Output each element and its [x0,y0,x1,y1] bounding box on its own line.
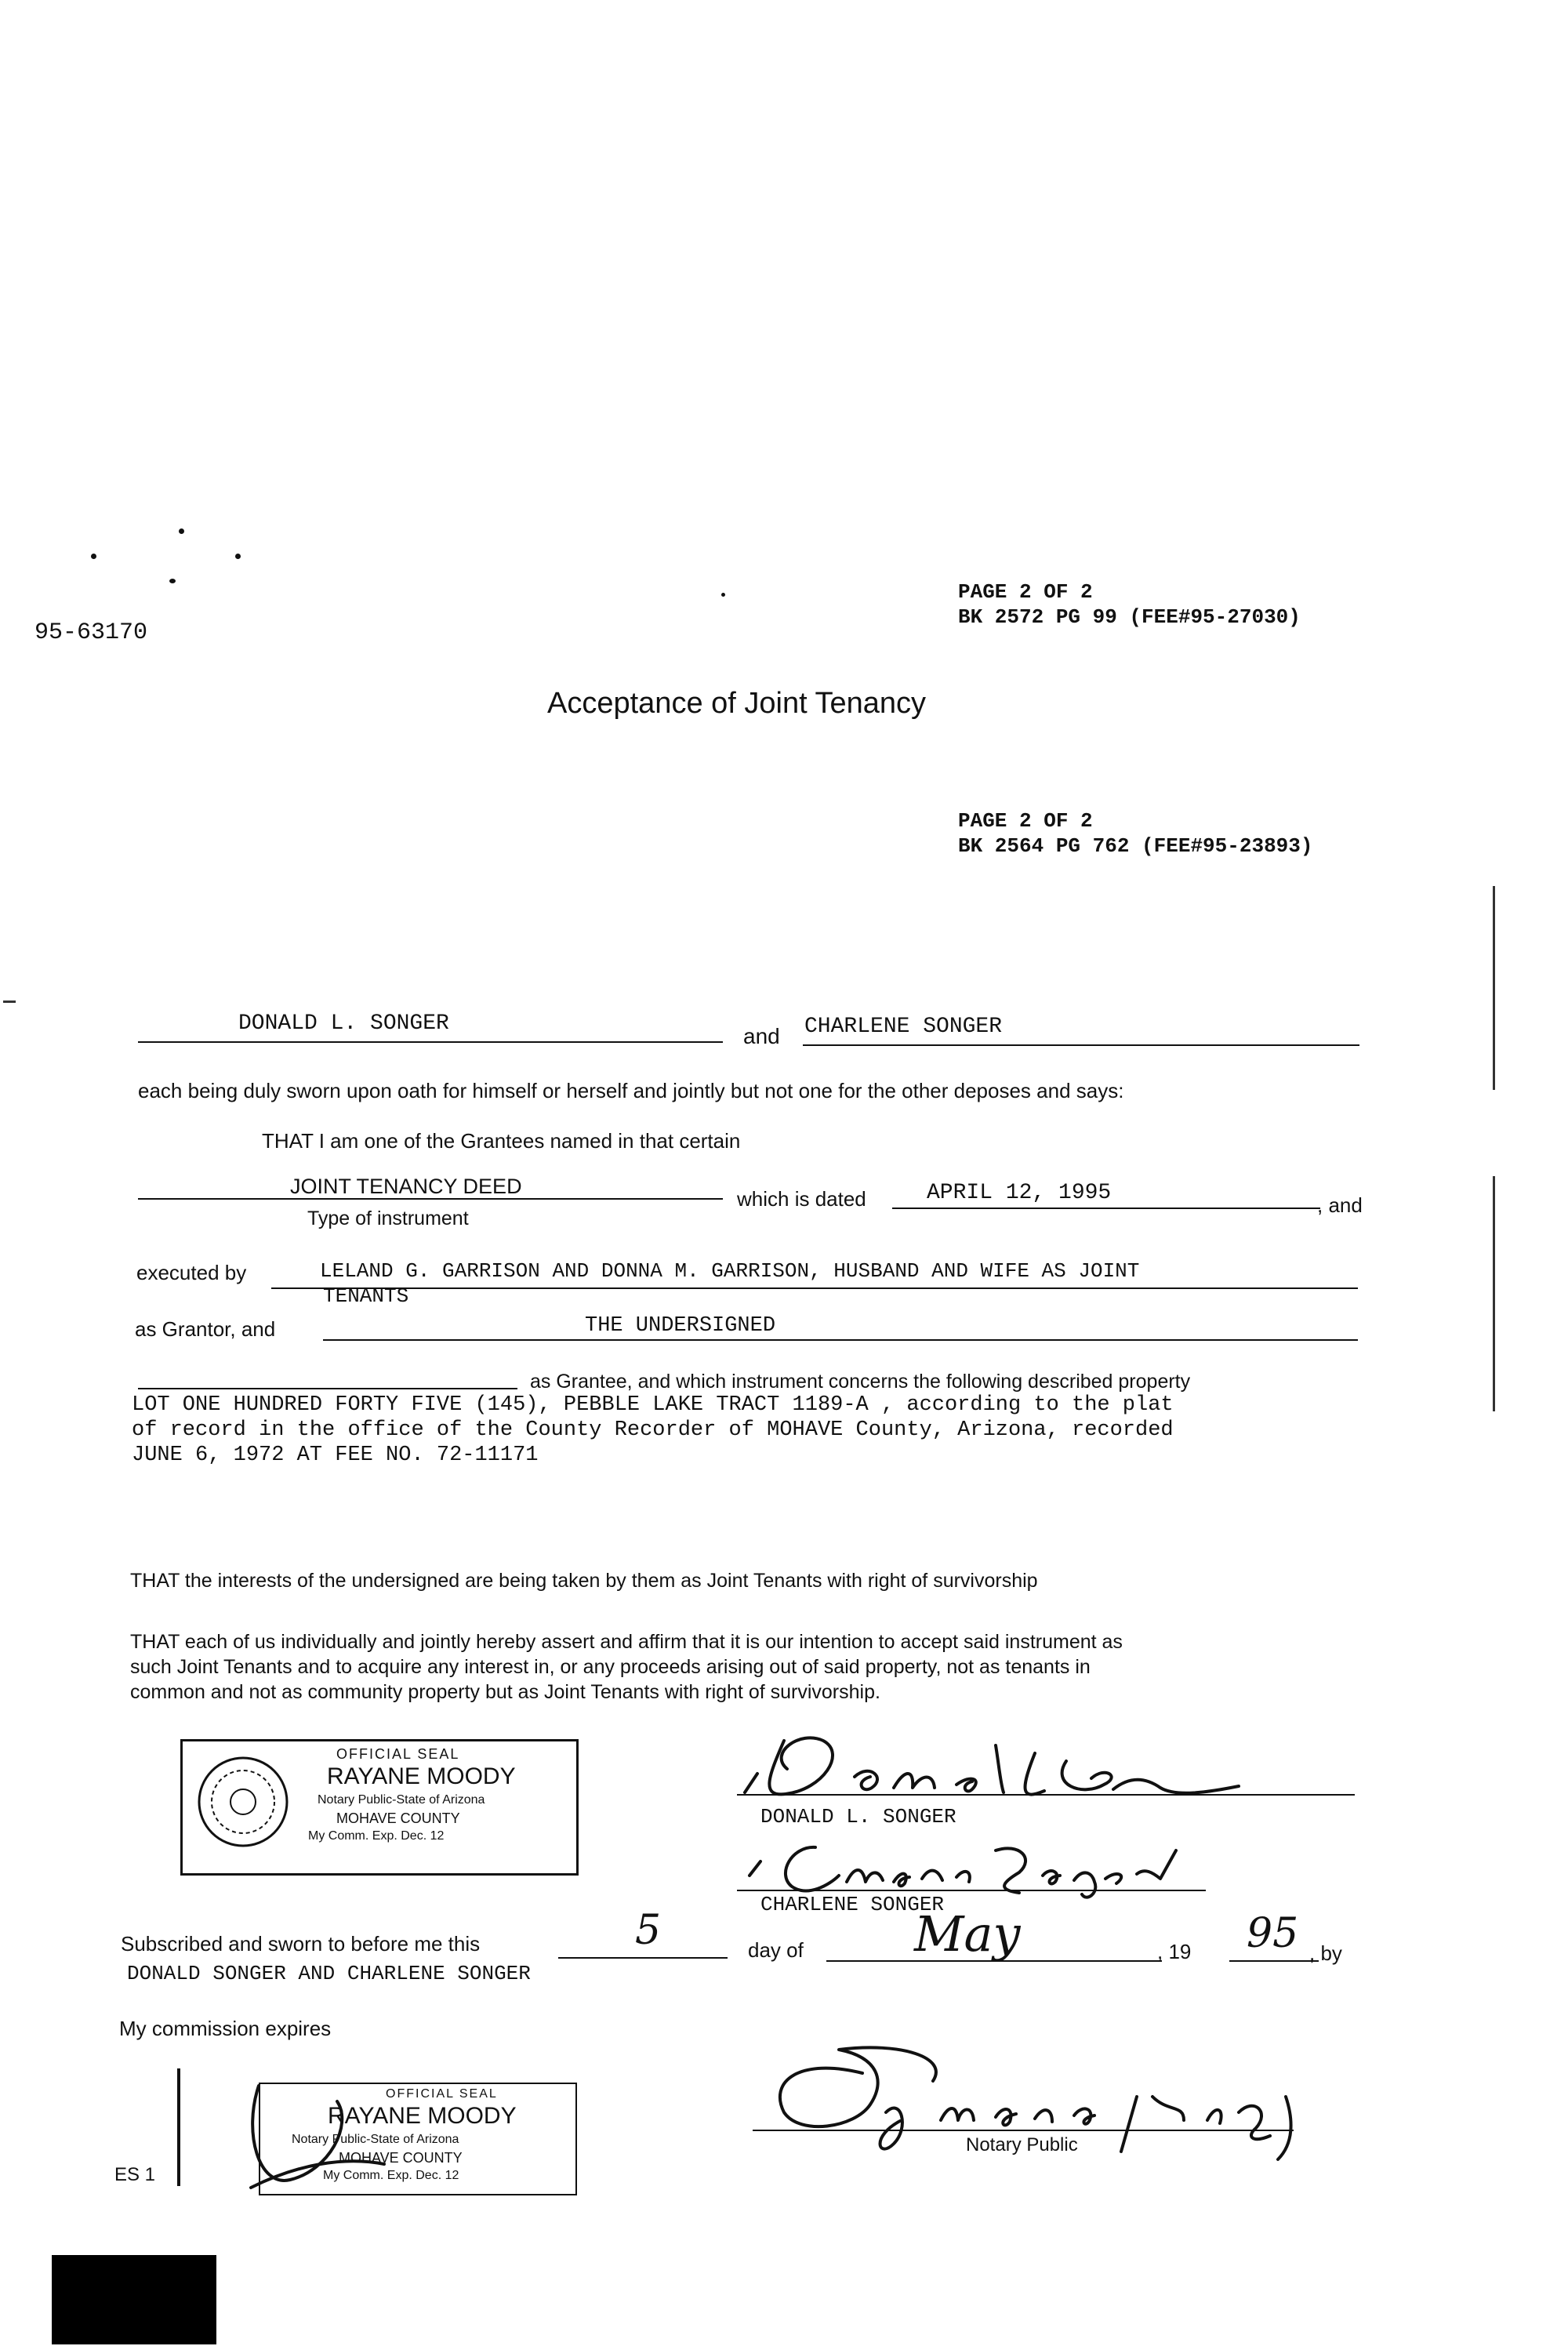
notary-seal-stamp [180,1739,579,1876]
seal-1-line1: OFFICIAL SEAL [336,1746,460,1762]
document-number: 95-63170 [34,619,148,646]
year-value-handwritten: 95 [1247,1910,1299,1957]
seal-2-scribble [235,2070,392,2211]
property-description-line2: of record in the office of the County Recorder of MOHAVE County, Arizona, recorded [132,1418,1174,1442]
form-code: ES 1 [114,2164,156,2185]
notary-signature-line [753,2130,1294,2131]
affirm-line2: such Joint Tenants and to acquire any interest in, or any proceeds arising out of said property, not as tenants in [130,1656,1091,1678]
scan-speck [91,554,96,559]
type-of-instrument-label: Type of instrument [307,1208,469,1229]
notary-public-label: Notary Public [966,2134,1078,2155]
seal-emblem-icon [195,1754,291,1850]
interests-text: THAT the interests of the undersigned are being taken by them as Joint Tenants with right of survivorship [130,1570,1038,1592]
signer-1-name: DONALD L. SONGER [760,1805,956,1828]
recording-stamp-2-line2: BK 2564 PG 762 (FEE#95-23893) [958,834,1313,858]
instrument-type: JOINT TENANCY DEED [290,1175,522,1198]
grantee-2-line [803,1044,1359,1046]
signer-2-line [737,1890,1206,1891]
seal-2-line1: OFFICIAL SEAL [386,2087,498,2101]
and-suffix: , and [1317,1193,1363,1217]
day-line [558,1957,728,1959]
executed-by-label: executed by [136,1261,247,1284]
instrument-type-line [138,1198,723,1200]
scan-speck [721,593,725,597]
instrument-date: APRIL 12, 1995 [927,1181,1112,1205]
scan-speck [235,554,241,559]
grantor-label: as Grantor, and [135,1317,276,1341]
document-title: Acceptance of Joint Tenancy [547,687,927,720]
grantor-line [323,1339,1358,1341]
seal-1-line3: Notary Public-State of Arizona [318,1793,485,1807]
commission-expires-label: My commission expires [119,2017,332,2040]
scan-speck [169,579,176,583]
year-line [1229,1960,1319,1962]
grantee-2: CHARLENE SONGER [804,1015,1003,1039]
donald-signature [737,1722,1254,1816]
that-named-text: THAT I am one of the Grantees named in that certain [262,1129,741,1153]
recording-stamp-1-line1: PAGE 2 OF 2 [958,580,1093,604]
recording-stamp-1-line2: BK 2572 PG 99 (FEE#95-27030) [958,605,1301,629]
day-value-handwritten: 5 [635,1907,662,1954]
recording-stamp-2-line1: PAGE 2 OF 2 [958,809,1093,833]
instrument-date-line [892,1208,1320,1209]
oath-text: each being duly sworn upon oath for himself or herself and jointly but not one for the other deposes and says: [138,1079,1124,1102]
seal-2-line5: My Comm. Exp. Dec. 12 [323,2169,459,2182]
seal-2-line4: MOHAVE COUNTY [339,2150,463,2166]
seal-1-line2: RAYANE MOODY [327,1763,516,1789]
executed-by-line [271,1287,1358,1289]
grantee-1: DONALD L. SONGER [238,1011,449,1036]
which-is-dated-label: which is dated [737,1187,866,1211]
affirm-line3: common and not as community property but as Joint Tenants with right of survivorship. [130,1681,880,1703]
sworn-by-names: DONALD SONGER AND CHARLENE SONGER [127,1962,531,1985]
executed-by-line1: LELAND G. GARRISON AND DONNA M. GARRISON, HUSBAND AND WIFE AS JOINT [320,1259,1140,1283]
scan-edge-mark [3,1000,16,1003]
by-word: , by [1309,1941,1342,1965]
scan-edge-mark [1493,886,1495,1090]
year-prefix: , 19 [1157,1940,1192,1963]
grantor-value: THE UNDERSIGNED [585,1314,776,1338]
property-description-line1: LOT ONE HUNDRED FORTY FIVE (145), PEBBLE LAKE TRACT 1189-A , according to the plat [132,1393,1174,1417]
day-of-label: day of [748,1938,804,1962]
month-value-handwritten: May [914,1905,1021,1963]
seal-1-line4: MOHAVE COUNTY [336,1810,460,1826]
seal-2-line2: RAYANE MOODY [328,2103,517,2129]
signer-1-line [737,1794,1355,1796]
as-grantee-text: as Grantee, and which instrument concerns the following described property [530,1371,1191,1393]
executed-by-line2: TENANTS [323,1284,409,1308]
seal-1-line5: My Comm. Exp. Dec. 12 [308,1829,445,1843]
seal-2-left-bracket [177,2068,180,2186]
grantee-1-line [138,1041,723,1043]
grantee-blank-line [138,1388,517,1389]
redaction-block [52,2255,216,2344]
scan-speck [179,528,184,534]
signer-2-name: CHARLENE SONGER [760,1893,945,1916]
scan-edge-mark [1493,1176,1495,1411]
subscribed-text: Subscribed and sworn to before me this [121,1932,481,1956]
seal-2-line3: Notary Public-State of Arizona [292,2133,459,2146]
and-word: and [743,1024,780,1048]
property-description-line3: JUNE 6, 1972 AT FEE NO. 72-11171 [132,1444,539,1467]
affirm-line1: THAT each of us individually and jointly hereby assert and affirm that it is our intention to accept said instrument as [130,1631,1123,1653]
